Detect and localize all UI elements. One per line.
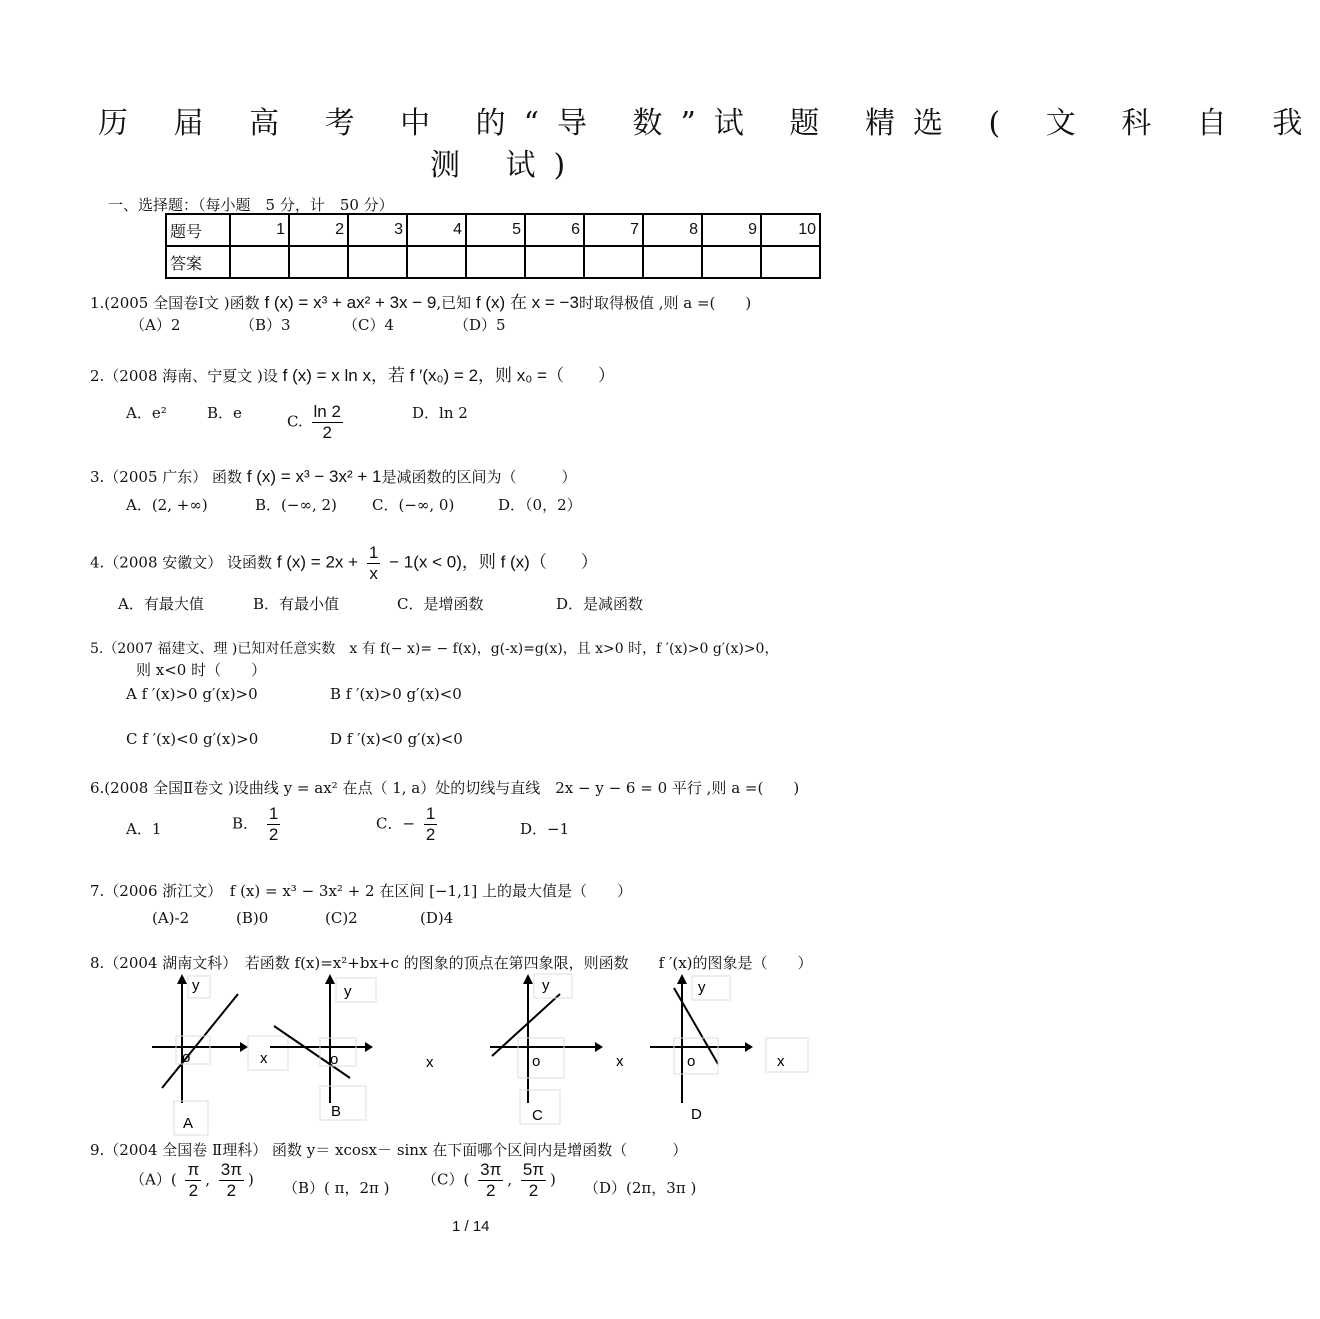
label-box — [518, 1038, 564, 1078]
answer-cell[interactable] — [230, 246, 289, 278]
answer-cell[interactable] — [407, 246, 466, 278]
q7-option-c: (C)2 — [325, 909, 358, 927]
q2-option-d: D．ln 2 — [412, 404, 468, 422]
table-cell: 9 — [702, 214, 761, 246]
graph-a — [152, 974, 288, 1135]
fraction-numerator: 1 — [425, 804, 436, 823]
q8-graphs — [140, 968, 830, 1138]
q9-option-b: （B）( π，2π ) — [283, 1179, 390, 1197]
q9-option-c-label: （C）( — [422, 1170, 470, 1189]
q2-option-c — [287, 402, 347, 443]
q6-option-a: A．1 — [126, 820, 162, 838]
fraction-denominator: 2 — [268, 825, 279, 844]
axis-x-label: x — [260, 1050, 268, 1067]
axis-y-label: y — [344, 983, 352, 1000]
fraction-numerator: 3π — [480, 1160, 502, 1179]
q1-option-b: （B）3 — [240, 316, 291, 334]
y-axis-arrow-icon — [677, 974, 687, 984]
q4-option-c: C．是增函数 — [397, 595, 484, 613]
axis-y-label: y — [192, 977, 200, 994]
q2-option-a: A．e² — [126, 404, 167, 422]
q4-option-d: D．是减函数 — [556, 595, 644, 613]
answer-cell[interactable] — [643, 246, 702, 278]
q4-expr-b: − 1(x < 0)，则 f (x)（ ） — [389, 552, 598, 572]
fraction-numerator: 5π — [522, 1160, 545, 1179]
fraction-numerator: ln 2 — [313, 402, 341, 421]
q2-option-c-label: C. — [287, 412, 303, 431]
fraction-numerator: 3π — [220, 1160, 242, 1179]
page-title-line2: 测 试) — [430, 148, 584, 183]
q4-prefix: 4.（2008 安徽文） 设函数 — [90, 553, 273, 572]
table-row — [166, 246, 820, 278]
y-axis-arrow-icon — [523, 974, 533, 984]
q6-option-d: D．−1 — [520, 820, 570, 838]
answer-cell[interactable] — [466, 246, 525, 278]
axis-x-label: x — [777, 1053, 785, 1070]
q2-expr: f (x) = x ln x，若 f ′(x₀) = 2，则 x₀ =（ ） — [282, 366, 615, 385]
answer-cell[interactable] — [761, 246, 820, 278]
graph-label-a: A — [183, 1115, 194, 1132]
answer-cell[interactable] — [702, 246, 761, 278]
q1-prefix: 1.(2005 全国卷Ⅰ文 )函数 — [90, 294, 260, 312]
q7-option-d: (D)4 — [420, 909, 454, 927]
section-heading: 一、选择题：（每小题 5 分，计 50 分） — [108, 196, 394, 214]
q3-option-a: A．(2, +∞) — [126, 496, 208, 514]
q1-option-c: （C）4 — [343, 316, 395, 334]
q3-expr: f (x) = x³ − 3x² + 1 — [246, 467, 382, 486]
question-2 — [90, 361, 615, 386]
table-cell: 7 — [584, 214, 643, 246]
fraction — [521, 1160, 546, 1201]
question-6: 6.(2008 全国Ⅱ卷文 )设曲线 y = ax² 在点（ 1, a）处的切线与直线 2x − y − 6 = 0 平行 ,则 a =( ) — [90, 779, 800, 797]
q4-option-a: A．有最大值 — [118, 595, 204, 613]
q1-mid: ,已知 — [436, 294, 472, 312]
q9-option-c: （C）( $\frac{3\pi}{2}$ , $\frac{5\pi}{2}$ ) — [422, 1160, 556, 1200]
question-3 — [90, 466, 576, 487]
graph-label-c: C — [532, 1107, 543, 1124]
fraction-numerator: 1 — [368, 543, 379, 562]
question-5-line2: 则 x<0 时（ ） — [136, 661, 267, 679]
page-title: 历 届 高 考 中 的“导 数”试 题 精选 ( 文 科 自 我 — [98, 106, 1320, 141]
q5-option-d: D f ′(x)<0 g′(x)<0 — [330, 730, 463, 748]
q3-prefix: 3.（2005 广东） 函数 — [90, 468, 243, 486]
origin-label: o — [687, 1053, 696, 1070]
table-cell: 3 — [348, 214, 407, 246]
table-row-label: 题号 — [166, 214, 230, 246]
answer-cell[interactable] — [348, 246, 407, 278]
fraction — [424, 804, 437, 845]
fraction-numerator: 1 — [268, 804, 279, 823]
table-cell: 10 — [761, 214, 820, 246]
fraction-denominator: x — [369, 564, 378, 583]
table-row — [166, 214, 820, 246]
graph-b — [270, 974, 434, 1120]
answer-table — [165, 213, 821, 279]
q6-option-c — [376, 804, 441, 845]
label-box — [674, 1038, 718, 1074]
graph-line — [162, 994, 238, 1088]
x-axis-arrow-icon — [745, 1042, 753, 1052]
table-cell: 8 — [643, 214, 702, 246]
q9-option-d: （D）(2π，3π ) — [584, 1179, 697, 1197]
q3-option-c: C．(−∞, 0) — [372, 496, 455, 514]
q2-prefix: 2.（2008 海南、宁夏文 )设 — [90, 367, 278, 385]
fraction-denominator: 2 — [485, 1181, 496, 1200]
q2-option-b: B．e — [207, 404, 242, 422]
q6-option-b — [232, 804, 284, 845]
q9-option-a: （A）( $\frac{\pi}{2}$ , $\frac{3\pi}{2}$ ) — [130, 1160, 254, 1200]
origin-label: o — [182, 1049, 191, 1066]
fraction — [367, 543, 380, 584]
answer-cell[interactable] — [525, 246, 584, 278]
q6-option-b-label: B． — [232, 814, 259, 833]
q3-option-b: B．(−∞, 2) — [255, 496, 337, 514]
fraction-denominator: 2 — [322, 423, 332, 442]
label-box — [248, 1036, 288, 1070]
fraction-denominator: 2 — [226, 1181, 237, 1200]
fraction — [267, 804, 280, 845]
label-box — [534, 974, 572, 998]
graph-c — [490, 974, 624, 1124]
graph-line — [674, 988, 718, 1064]
fraction-denominator: 2 — [425, 825, 436, 844]
fraction — [478, 1160, 503, 1201]
table-cell: 5 — [466, 214, 525, 246]
fraction-denominator: 2 — [528, 1181, 539, 1200]
q1-option-d: （D）5 — [454, 316, 506, 334]
question-7: 7.（2006 浙江文） f (x) = x³ − 3x² + 2 在区间 [−1,1] 上的最大值是（ ） — [90, 882, 633, 900]
axis-x-label: x — [616, 1053, 624, 1070]
label-box — [336, 978, 376, 1002]
fraction-denominator: 2 — [188, 1181, 199, 1200]
answer-cell[interactable] — [289, 246, 348, 278]
q1-expr2: f (x) 在 x = −3 — [475, 293, 579, 312]
table-cell: 6 — [525, 214, 584, 246]
question-5: 5.（2007 福建文、理 )已知对任意实数 x 有 f(− x)= − f(x)，g(-x)=g(x)，且 x>0 时，f ′(x)>0 g′(x)>0， — [90, 641, 779, 657]
question-1 — [90, 288, 751, 313]
graph-label-d: D — [691, 1106, 702, 1123]
fraction — [312, 402, 343, 443]
origin-label: o — [330, 1051, 339, 1068]
q4-option-b: B．有最小值 — [253, 595, 340, 613]
q1-suffix: 时取得极值 ,则 a =( ) — [578, 294, 752, 312]
table-cell: 4 — [407, 214, 466, 246]
origin-label: o — [532, 1053, 541, 1070]
axis-y-label: y — [542, 977, 550, 994]
fraction — [219, 1160, 244, 1201]
table-cell: 1 — [230, 214, 289, 246]
q5-option-c: C f ′(x)<0 g′(x)>0 — [126, 730, 259, 748]
q6-option-c-label: C．− — [376, 814, 416, 833]
label-box — [320, 1086, 366, 1120]
y-axis-arrow-icon — [177, 974, 187, 984]
x-axis-arrow-icon — [365, 1042, 373, 1052]
question-8: 8.（2004 湖南文科） 若函数 f(x)=x²+bx+c 的图象的顶点在第四象限，则函数 f ′(x)的图象是（ ） — [90, 954, 813, 972]
q3-option-d: D．（0，2） — [498, 496, 582, 514]
q9-option-a-label: （A）( — [130, 1170, 177, 1189]
q7-option-a: (A)-2 — [152, 909, 190, 927]
q5-option-b: B f ′(x)>0 g′(x)<0 — [330, 685, 462, 703]
answer-cell[interactable] — [584, 246, 643, 278]
axis-y-label: y — [698, 979, 706, 996]
q4-expr-a: f (x) = 2x + — [276, 552, 359, 572]
x-axis-arrow-icon — [240, 1042, 248, 1052]
fraction-numerator: π — [187, 1160, 200, 1179]
question-9: 9.（2004 全国卷 Ⅱ理科） 函数 y＝ xcosx－ sinx 在下面哪个区间内是增函数（ ） — [90, 1141, 688, 1159]
question-4 — [90, 543, 598, 584]
page-number: 1 / 14 — [452, 1218, 490, 1235]
axis-x-label: x — [426, 1054, 434, 1071]
q1-option-a: （A）2 — [130, 316, 181, 334]
x-axis-arrow-icon — [595, 1042, 603, 1052]
graph-d — [650, 974, 808, 1123]
graph-label-b: B — [331, 1103, 342, 1120]
table-row-label: 答案 — [166, 246, 230, 278]
table-cell: 2 — [289, 214, 348, 246]
fraction — [185, 1160, 201, 1201]
q7-option-b: (B)0 — [236, 909, 269, 927]
label-box — [766, 1038, 808, 1072]
q3-suffix: 是减函数的区间为（ ） — [381, 468, 577, 486]
q1-expr: f (x) = x³ + ax² + 3x − 9 — [264, 293, 437, 312]
q5-option-a: A f ′(x)>0 g′(x)>0 — [126, 685, 258, 703]
y-axis-arrow-icon — [325, 974, 335, 984]
